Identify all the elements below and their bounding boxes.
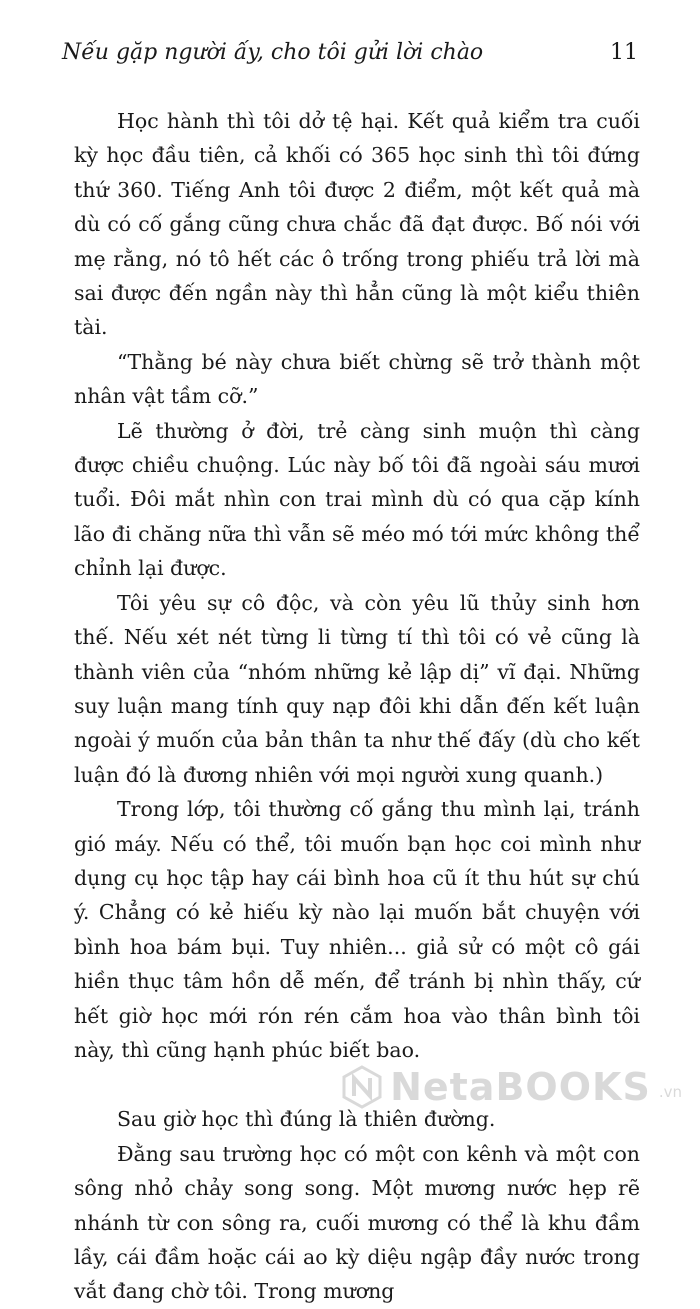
watermark [340, 1065, 682, 1109]
paragraph: Trong lớp, tôi thường cố gắng thu mình lại, tránh gió máy. Nếu có thể, tôi muốn bạn học coi mình như dụng cụ học tập hay cái bình hoa cũ ít thu hút sự chú ý. Chẳng có kẻ hiếu kỳ nào lại muốn bắt chuyện với bình hoa bám bụi. Tuy nhiên... giả sử có một cô gái hiền thục tâm hồn dễ mến, để tránh bị nhìn thấy, cứ hết giờ học mới rón rén cắm hoa vào thân bình tôi này, thì cũng hạnh phúc biết bao. [74, 797, 640, 1062]
netabooks-logo-icon [340, 1065, 384, 1109]
paragraph: Tôi yêu sự cô độc, và còn yêu lũ thủy sinh hơn thế. Nếu xét nét từng li từng tí thì tôi có vẻ cũng là thành viên của “nhóm những kẻ lập dị” vĩ đại. Những suy luận mang tính quy nạp đôi khi dẫn đến kết luận ngoài ý muốn của bản thân ta như thế đấy (dù cho kết luận đó là đương nhiên với mọi người xung quanh.) [74, 590, 640, 787]
paragraph: Lẽ thường ở đời, trẻ càng sinh muộn thì càng được chiều chuộng. Lúc này bố tôi đã ngoài sáu mươi tuổi. Đôi mắt nhìn con trai mình dù có qua cặp kính lão đi chăng nữa thì vẫn sẽ méo mó tới mức không thể chỉnh lại được. [74, 418, 640, 581]
paragraph: Học hành thì tôi dở tệ hại. Kết quả kiểm tra cuối kỳ học đầu tiên, cả khối có 365 học sinh thì tôi đứng thứ 360. Tiếng Anh tôi được 2 điểm, một kết quả mà dù có cố gắng cũng chưa chắc đã đạt được. Bố nói với mẹ rằng, nó tô hết các ô trống trong phiếu trả lời mà sai được đến ngần này thì hẳn cũng là một kiểu thiên tài. [74, 109, 640, 340]
paragraph: “Thằng bé này chưa biết chừng sẽ trở thành một nhân vật tầm cỡ.” [74, 349, 640, 409]
page-number: 11 [610, 40, 638, 65]
chapter-title: Nếu gặp người ấy, cho tôi gửi lời chào [62, 40, 484, 65]
watermark-brand: NetaBOOKS [390, 1065, 651, 1109]
paragraph: Đằng sau trường học có một con kênh và một con sông nhỏ chảy song song. Một mương nước hẹp rẽ nhánh từ con sông ra, cuối mương có thể là khu đầm lầy, cái đầm hoặc cái ao kỳ diệu ngập đầy nước trong vắt đang chờ tôi. Trong mương [74, 1141, 640, 1304]
paragraph: Sau giờ học thì đúng là thiên đường. [117, 1107, 496, 1132]
watermark-tld: .vn [658, 1083, 682, 1101]
running-header [62, 40, 638, 80]
body-text [74, 104, 640, 1309]
